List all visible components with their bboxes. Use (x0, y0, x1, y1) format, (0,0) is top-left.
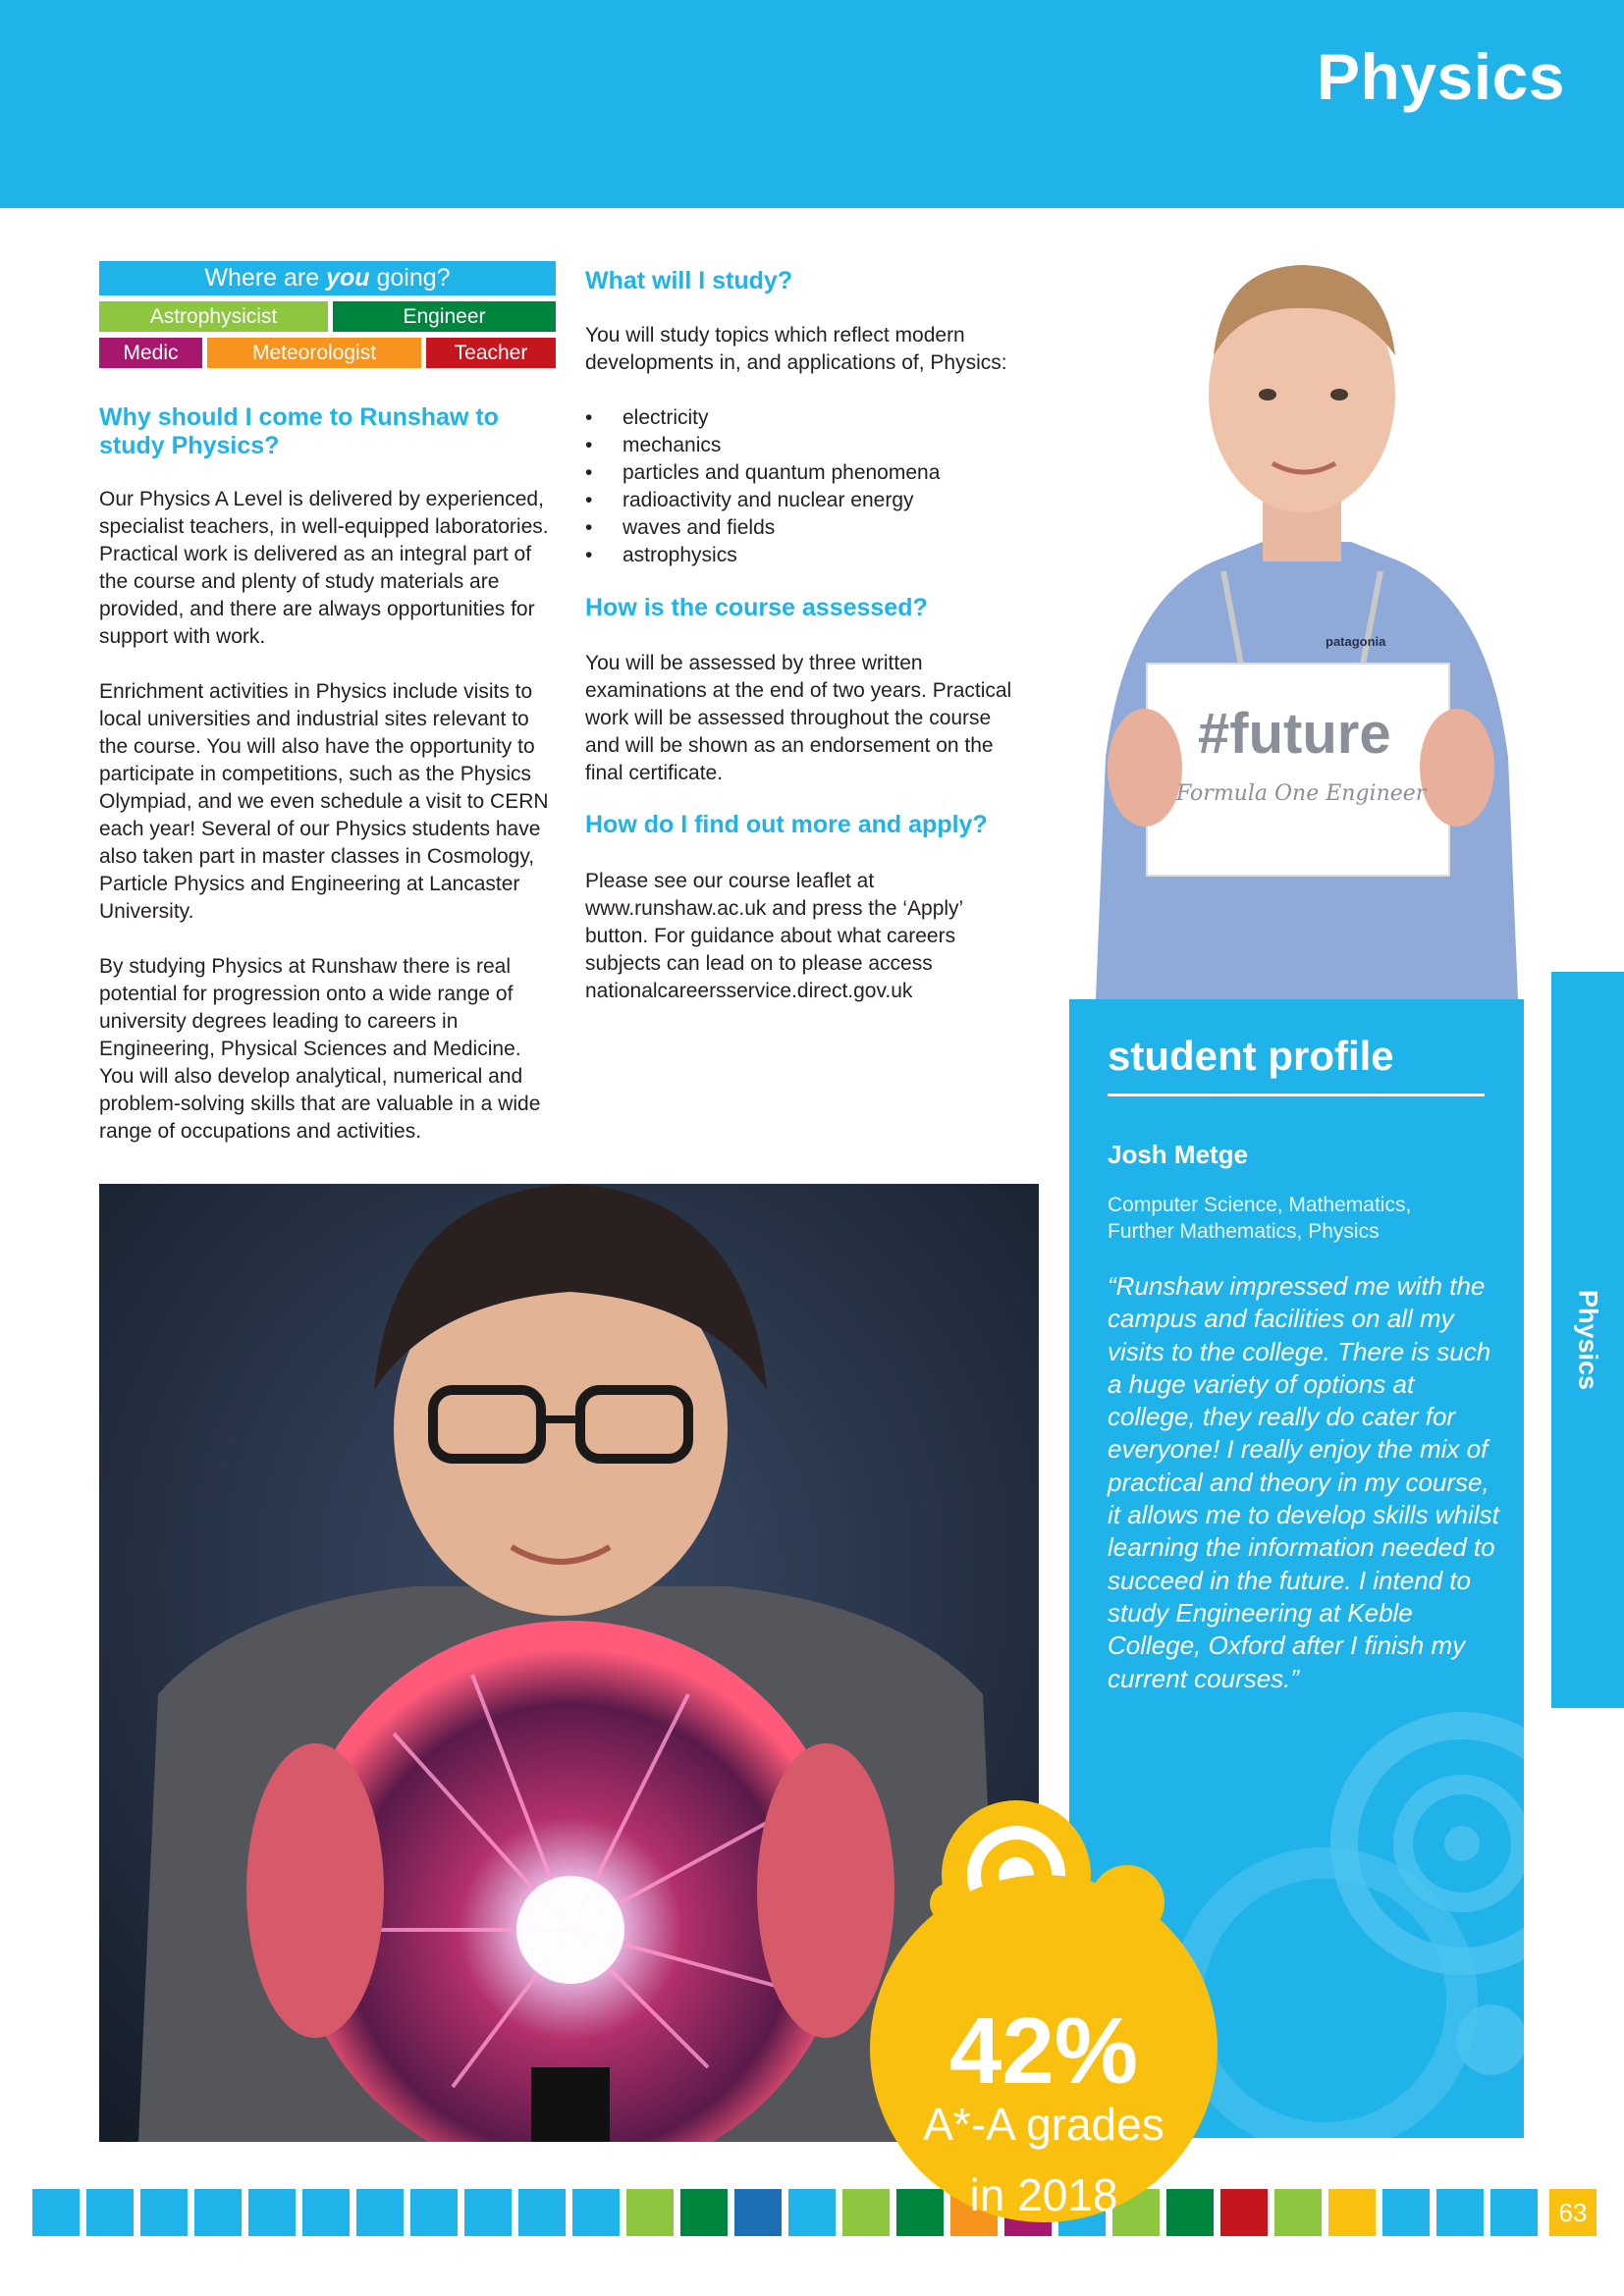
student-portrait-illustration (1066, 247, 1536, 999)
career-tag-teacher: Teacher (426, 338, 556, 368)
footer-square (788, 2189, 836, 2236)
list-item: • electricity (585, 404, 1042, 432)
profile-subjects: Computer Science, Mathematics, Further Mathematics, Physics (1108, 1194, 1412, 1243)
apply-heading: How do I find out more and apply? (585, 811, 988, 838)
footer-square (302, 2189, 350, 2236)
sign-caption: Formula One Engineer (1176, 781, 1427, 806)
list-item: • mechanics (585, 432, 1042, 459)
apply-text: Please see our course leaflet at www.runshaw.ac.uk and press the ‘Apply’ button. For guidance about what careers subjects can lead on to please access nationalcareersservice.direct.gov.uk (585, 870, 963, 1002)
footer-square (734, 2189, 782, 2236)
assessed-text: You will be assessed by three written examinations at the end of two years. Practical work will be assessed throughout the course and will be shown as an endorsement on the final certificate. (585, 652, 1012, 784)
careers-prompt-you: you (326, 264, 370, 292)
footer-square (140, 2189, 188, 2236)
footer-square (572, 2189, 620, 2236)
why-paragraph-1: Our Physics A Level is delivered by experienced, specialist teachers, in well-equipped laboratories. Practical work is delivered as an integral part of the course and plenty of study materials are provided, and there are always opportunities for support with work. (99, 488, 549, 648)
stat-line-1: A*-A grades (923, 2099, 1164, 2150)
career-tag-meteorologist: Meteorologist (207, 338, 421, 368)
footer-square (680, 2189, 728, 2236)
footer-square (1382, 2189, 1430, 2236)
profile-title: student profile (1108, 1033, 1394, 1079)
footer-square (1220, 2189, 1268, 2236)
page-title: Physics (1317, 40, 1565, 113)
study-topics-list (585, 404, 1042, 569)
footer-square (248, 2189, 296, 2236)
sweatshirt-logo: patagonia (1326, 634, 1386, 649)
profile-divider (1108, 1094, 1485, 1096)
footer-square (410, 2189, 458, 2236)
list-item: • astrophysics (585, 542, 1042, 569)
careers-prompt-after: going? (369, 264, 451, 292)
stat-line-2: in 2018 (969, 2169, 1118, 2220)
stat-value: 42% (948, 1999, 1139, 2104)
footer-square (32, 2189, 80, 2236)
profile-quote: “Runshaw impressed me with the campus and facilities on all my visits to the college. There is such a huge variety of options at college, they really do cater for everyone! I really enjoy the mix of practical and theory in my course, it allows me to develop skills whilst learning the information needed to succeed in the future. I intend to study Engineering at Keble College, Oxford after I finish my current courses.” (1108, 1271, 1499, 1693)
why-body (99, 486, 561, 1173)
footer-square (464, 2189, 512, 2236)
career-tag-astrophysicist: Astrophysicist (99, 301, 328, 332)
footer-square (1436, 2189, 1484, 2236)
footer-square (1274, 2189, 1322, 2236)
careers-prompt (99, 261, 556, 295)
page-number: 63 (1549, 2189, 1597, 2236)
career-tag-engineer: Engineer (333, 301, 556, 332)
footer-square (518, 2189, 566, 2236)
student-portrait-photo (1066, 247, 1536, 999)
careers-prompt-before: Where are (204, 264, 327, 292)
profile-name: Josh Metge (1108, 1140, 1249, 1169)
side-tab-label: Physics (1573, 1289, 1603, 1391)
why-heading: Why should I come to Runshaw to study Physics? (99, 403, 499, 459)
sign-hashtag: #future (1198, 702, 1391, 766)
study-heading: What will I study? (585, 267, 793, 294)
list-item: • particles and quantum phenomena (585, 459, 1042, 487)
footer-square (194, 2189, 242, 2236)
footer-square (626, 2189, 674, 2236)
footer-square (1328, 2189, 1376, 2236)
footer-square (1490, 2189, 1538, 2236)
study-intro: You will study topics which reflect modern developments in, and applications of, Physics: (585, 324, 1007, 374)
list-item: • waves and fields (585, 514, 1042, 542)
list-item: • radioactivity and nuclear energy (585, 487, 1042, 514)
career-tag-medic: Medic (99, 338, 202, 368)
why-paragraph-2: Enrichment activities in Physics include visits to local universities and industrial sites relevant to the course. You will also have the opportunity to participate in competitions, such as the Physics Olympiad, and we even schedule a visit to CERN each year! Several of our Physics students have also taken part in master classes in Cosmology, Particle Physics and Engineering at Lancaster University. (99, 680, 549, 923)
footer-square (356, 2189, 404, 2236)
footer-square (86, 2189, 134, 2236)
footer-color-squares (32, 2189, 1544, 2236)
assessed-heading: How is the course assessed? (585, 594, 928, 621)
why-paragraph-3: By studying Physics at Runshaw there is real potential for progression onto a wide range of university degrees leading to careers in Engineering, Physical Sciences and Medicine. You will also develop analytical, numerical and problem-solving skills that are valuable in a wide range of occupations and activities. (99, 955, 541, 1143)
